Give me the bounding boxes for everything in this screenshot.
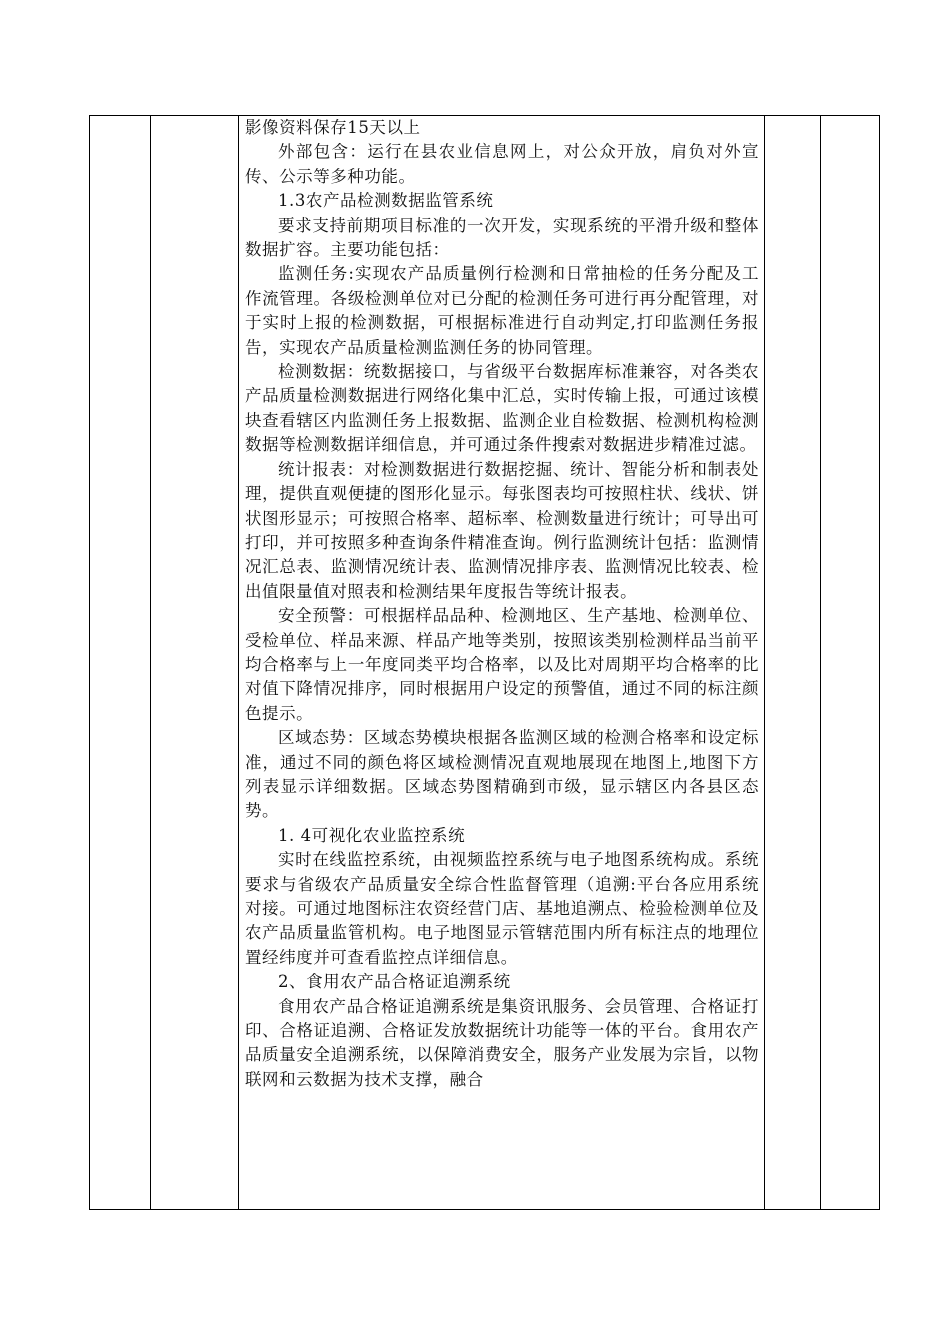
paragraph-regional-situation: 区域态势：区域态势模块根据各监测区域的检测合格率和设定标准，通过不同的颜色将区域检测情况直观地展现在地图上,地图下方列表显示详细数据。区域态势图精确到市级，显示辖区内各县区态势。 — [245, 728, 759, 821]
paragraph-realtime-monitoring: 实时在线监控系统，由视频监控系统与电子地图系统构成。系统要求与省级农产品质量安全综合性监督管理（追溯:平台各应用系统对接。可通过地图标注农资经营门店、基地追溯点、检验检测单位及农产品质量监管机构。电子地图显示管辖范围内所有标注点的地理位置经纬度并可查看监控点详细信息。 — [245, 850, 759, 967]
table-cell-extra-1 — [765, 116, 821, 1210]
paragraph-certificate-system: 食用农产品合格证追溯系统是集资讯服务、会员管理、合格证打印、合格证追溯、合格证发放数据统计功能等一体的平台。食用农产品质量安全追溯系统，以保障消费安全，服务产业发展为宗旨，以物联网和云数据为技术支撑，融合 — [245, 996, 759, 1089]
paragraph-requirements: 要求支持前期项目标准的一次开发，实现系统的平滑升级和整体数据扩容。主要功能包括： — [245, 215, 759, 260]
document-table — [89, 115, 880, 1210]
section-heading-1-3: 1.3农产品检测数据监管系统 — [278, 191, 494, 211]
table-cell-item — [151, 116, 239, 1210]
paragraph-statistics-report: 统计报表：对检测数据进行数据挖掘、统计、智能分析和制表处理，提供直观便捷的图形化显示。每张图表均可按照柱状、线状、饼状图形显示；可按照合格率、超标率、检测数量进行统计；可导出可打印，并可按照多种查询条件精准查询。例行监测统计包括：监测情况汇总表、监测情况统计表、监测情况排序表、监测情况比较表、检出值限量值对照表和检测结果年度报告等统计报表。 — [245, 459, 759, 601]
section-heading-2: 2、食用农产品合格证追溯系统 — [278, 972, 511, 992]
paragraph-testing-data: 检测数据：统数据接口，与省级平台数据库标准兼容，对各类农产品质量检测数据进行网络化集中汇总，实时传输上报，可通过该模块查看辖区内监测任务上报数据、监测企业自检数据、检测机构检测数据等检测数据详细信息，并可通过条件搜索对数据进步精准过滤。 — [245, 362, 759, 455]
content-text — [239, 116, 764, 1092]
paragraph-continuation: 影像资料保存15天以上 — [245, 118, 421, 137]
paragraph-safety-warning: 安全预警：可根据样品品种、检测地区、生产基地、检测单位、受检单位、样品来源、样品产地等类别，按照该类别检测样品当前平均合格率与上一年度同类平均合格率，以及比对周期平均合格率的比对值下降情况排序，同时根据用户设定的预警值，通过不同的标注颜色提示。 — [245, 606, 759, 723]
table-cell-index — [90, 116, 151, 1210]
section-heading-1-4: 1. 4可视化农业监控系统 — [278, 825, 466, 845]
paragraph-external: 外部包含：运行在县农业信息网上，对公众开放，肩负对外宣传、公示等多种功能。 — [245, 142, 759, 186]
paragraph-monitoring-task: 监测任务:实现农产品质量例行检测和日常抽检的任务分配及工作流管理。各级检测单位对已分配的检测任务可进行再分配管理，对于实时上报的检测数据，可根据标准进行自动判定,打印监测任务报告，实现农产品质量检测监测任务的协同管理。 — [245, 264, 759, 357]
table-row — [90, 116, 880, 1210]
table-cell-extra-2 — [821, 116, 880, 1210]
table-cell-content — [239, 116, 765, 1210]
